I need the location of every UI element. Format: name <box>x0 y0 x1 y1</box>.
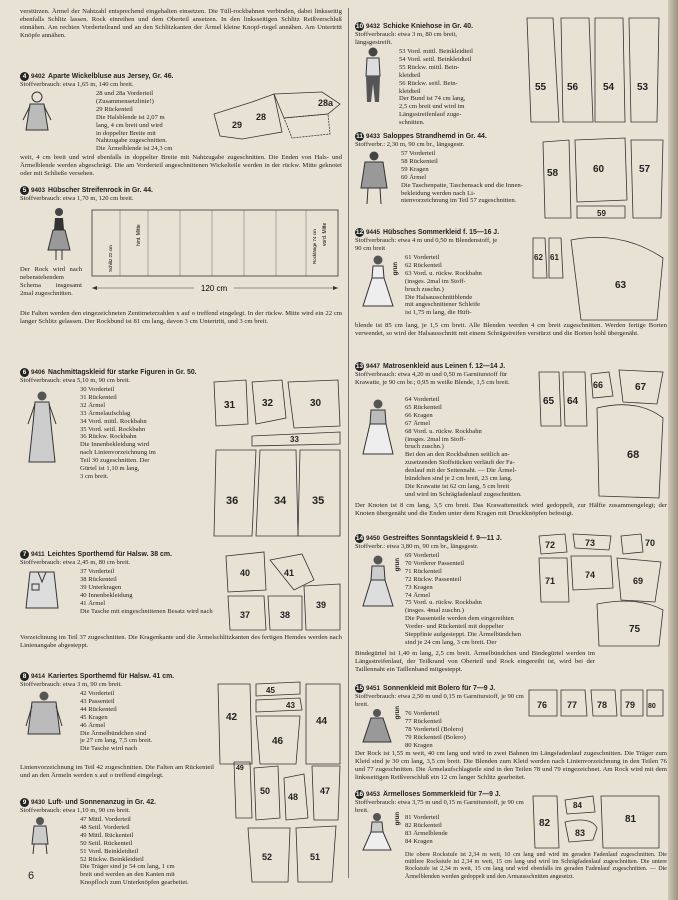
section-title: Gestreiftes Sonntagskleid f. 9—11 J. <box>383 535 502 542</box>
part-item: 79 Rückenteil (Bolero) <box>405 733 466 741</box>
piece-label: 31 <box>224 400 236 411</box>
part-item: 47 Mittl. Vorderteil <box>80 816 131 823</box>
section-14 <box>355 534 667 674</box>
section-title: Luft- und Sonnenanzug in Gr. 42. <box>48 799 156 806</box>
section-title: Aparte Wickelbluse aus Jersey, Gr. 46. <box>48 73 174 80</box>
piece-label: 45 <box>266 686 275 695</box>
part-item: 39 Unterkragen <box>80 583 122 591</box>
color-label: grün <box>395 558 401 572</box>
pattern-diagram <box>527 686 665 720</box>
part-item: 33 Ärmelaufschlag <box>80 409 131 417</box>
fabric-usage: Stoffverbrauch: etwa 2,50 m und 0,15 m Garniturstoff, je 90 cm breit. <box>355 693 524 708</box>
parts-list <box>399 48 505 127</box>
part-item: 64 Vorderteil <box>405 396 440 403</box>
parts-list <box>80 690 230 753</box>
part-item: 35 Vord. seitl. Rockbahn <box>80 425 146 433</box>
piece-label: 53 <box>637 82 649 93</box>
section-title: Kariertes Sporthemd für Halsw. 41 cm. <box>48 673 175 680</box>
section-number-badge: 7 <box>20 550 29 559</box>
piece-label: 84 <box>573 801 582 810</box>
section-number-badge: 8 <box>20 672 29 681</box>
piece-label: 51 <box>310 852 321 862</box>
piece-label: 71 <box>545 576 556 586</box>
part-item: 61 Vorderteil <box>405 254 440 261</box>
intro-paragraph: verstürzen. Ärmel der Nahtzahl entsprechend eingehalten einsetzen. Die Tüll-rockbahnen verbinden, dabei linksseitig ebenfalls Schlitz lassen. Rock einreihen und dem Oberteil ansetzen. In den linksseitigen Schlitz Reißverschluß einnähen. Am rechten Vorderteilrand und an den Schlitzkanten der Ärmel kleine Knopf-riegel annähen. Am Untertritt Knöpfe annähen. <box>20 8 342 40</box>
piece-label: 80 <box>648 703 656 710</box>
piece-label: 61 <box>550 253 559 262</box>
piece-label: 75 <box>629 624 641 635</box>
pattern-diagram <box>531 234 665 322</box>
part-item: 55 Rückw. mittl. Bein- <box>399 63 460 71</box>
color-label: grün <box>395 812 401 826</box>
piece-label: 38 <box>280 610 291 620</box>
part-item: 70 Vorderer Passenteil <box>405 559 465 567</box>
section-title: Nachmittagskleid für starke Figuren in Gr. 50. <box>48 369 197 376</box>
part-item: 81 Vorderteil <box>405 814 440 821</box>
section-5 <box>20 186 342 356</box>
piece-label: 43 <box>286 701 295 710</box>
piece-label: 44 <box>316 716 328 727</box>
part-item: Die Taschenpatte, Taschensack und die Innen- <box>401 181 523 189</box>
piece-label: 29 <box>232 120 243 130</box>
part-item: Knopfloch zum Unterknöpfen gearbeitet. <box>80 879 189 887</box>
right-column <box>355 8 667 888</box>
fashion-figure <box>361 254 395 310</box>
section-body: Linienvorzeichnung im Teil 42 zugeschnitten. Die Falten am Rückenteil und an den Ärmeln werden x auf o treffend eingelegt. <box>20 764 214 780</box>
pattern-code: 9432 <box>366 23 381 30</box>
left-column <box>20 8 342 888</box>
pattern-diagram <box>537 532 665 648</box>
part-item: Die Krawatte ist 62 cm lang, 5 cm breit <box>405 482 510 490</box>
fabric-usage: Stoffverbrauch: etwa 4,20 m und 0,50 m Garniturstoff für Krawatte, je 90 cm br.; 0,95 m weiße Blende, 1,5 cm breit. <box>355 371 510 386</box>
part-item: Die Passenteile werden dem eingereihten <box>405 615 514 623</box>
pattern-diagram <box>212 84 342 144</box>
fabric-usage: Stoffverbrauch: etwa 3 m, 90 cm breit. <box>20 681 123 688</box>
piece-label: 32 <box>262 398 274 409</box>
fashion-figure <box>361 554 395 612</box>
part-item: schnitten. <box>399 119 425 127</box>
section-12 <box>355 228 667 356</box>
part-item: breit und werden an den Kanten mit <box>80 871 175 879</box>
part-item: 2,5 cm breit und wird im <box>399 103 465 111</box>
piece-label: 79 <box>625 700 636 710</box>
piece-label: 82 <box>539 818 551 829</box>
parts-list <box>405 710 525 750</box>
part-item: nach Linienvorzeichnung im <box>80 449 156 457</box>
part-item: 40 Innenbekleidung <box>80 591 133 599</box>
pattern-code: 9430 <box>31 799 46 806</box>
section-title: Sonnenkleid mit Bolero für 7—9 J. <box>383 685 496 692</box>
pattern-code: 9450 <box>366 535 381 542</box>
part-item: Längsstreifenlauf zuge- <box>399 111 462 119</box>
section-title: Ärmelloses Sommerkleid für 7—9 J. <box>383 791 501 798</box>
pattern-code: 9433 <box>366 133 381 140</box>
pattern-diagram <box>537 368 665 500</box>
part-item: je 27 cm lang, 7,5 cm breit. <box>80 737 153 745</box>
piece-label: 64 <box>567 396 579 407</box>
pattern-code: 9447 <box>366 363 381 370</box>
piece-label: 65 <box>543 396 555 407</box>
piece-label: 37 <box>240 610 251 620</box>
section-title: Hübscher Streifenrock in Gr. 44. <box>48 187 153 194</box>
piece-label: 72 <box>545 540 556 550</box>
section-number-badge: 6 <box>20 368 29 377</box>
part-item: Der Bund ist 74 cm lang, <box>399 95 466 103</box>
section-4 <box>20 72 342 178</box>
fabric-usage: Stoffverbrauch: etwa 4 m und 0,50 m Blendenstoff, je 90 cm breit <box>355 237 498 252</box>
parts-list <box>80 386 210 481</box>
part-item: 49 Mittl. Rückenteil <box>80 831 134 839</box>
part-item: (insges. 2mal im Stoff- <box>405 435 466 443</box>
part-item: Die Innenbekleidung wird <box>80 441 150 449</box>
section-title: Hübsches Sommerkleid f. 15—16 J. <box>383 229 500 236</box>
piece-label: 56 <box>567 82 579 93</box>
rear-center-label: hint. Mitte <box>136 224 142 246</box>
parts-list <box>405 396 535 499</box>
part-item: nienvorzeichnung im Teil 57 zugeschnitten. <box>401 197 517 205</box>
part-item: Die Halsblende ist 2,07 m <box>96 113 165 121</box>
part-item: 80 Kragen <box>405 741 433 749</box>
section-10 <box>355 22 667 126</box>
piece-label: 67 <box>635 382 647 393</box>
slit-label: Schlitz 22 cm <box>108 245 113 272</box>
part-item: 29 Rückenteil <box>96 105 133 113</box>
piece-label: 69 <box>633 576 644 586</box>
part-item: 82 Rückenteil <box>405 821 442 829</box>
piece-label: 39 <box>316 600 327 610</box>
piece-label: 46 <box>272 736 284 747</box>
fashion-figure <box>361 398 395 458</box>
part-item: Steppfinie aufgesteppt. Die Ärmelbündchen <box>405 631 522 639</box>
part-item: 43 Passenteil <box>80 697 115 705</box>
part-item: Die Tasche wird nach <box>80 745 138 753</box>
piece-label: 58 <box>547 168 559 179</box>
piece-label: 62 <box>534 253 543 262</box>
fashion-figure <box>46 206 72 262</box>
part-item: (insges. 2mal im Stoff- <box>405 277 466 285</box>
piece-label: 57 <box>639 164 651 175</box>
piece-label: 74 <box>585 570 596 580</box>
piece-label: 54 <box>603 82 615 93</box>
part-item: 30 Vorderteil <box>80 386 115 393</box>
section-number-badge: 9 <box>20 798 29 807</box>
part-item: (Zusammensetzlinie!) <box>96 97 154 105</box>
part-item: (insges. 4mal zuschn.) <box>405 607 464 615</box>
section-number-badge: 14 <box>355 535 364 542</box>
piece-label: 28 <box>256 112 267 122</box>
part-item: 69 Vorderteil <box>405 552 440 559</box>
part-item: Gürtel ist 1,10 m lang, <box>80 465 140 473</box>
parts-list <box>405 254 525 317</box>
fabric-usage: Stoffverbrauch: etwa 5,10 m, 90 cm breit. <box>20 377 131 384</box>
fashion-figure <box>20 90 54 134</box>
piece-label: 70 <box>645 538 656 548</box>
section-header <box>20 368 342 377</box>
pattern-code: 9451 <box>366 685 381 692</box>
length-label: Rocklänge 74 cm <box>312 229 317 264</box>
pattern-code: 9445 <box>366 229 381 236</box>
fashion-figure <box>24 690 64 736</box>
fabric-usage: Stoffverbrauch: etwa 2,45 m, 80 cm breit. <box>20 559 131 566</box>
piece-label: 73 <box>585 538 596 548</box>
part-item: zusetzenden Stoffstücken verläuft der Fa- <box>405 459 515 467</box>
front-center-label: vord. Mitte <box>322 222 328 246</box>
pattern-code: 9453 <box>366 791 381 798</box>
piece-label: 81 <box>625 814 637 825</box>
part-item: 41 Ärmel <box>80 599 106 607</box>
part-item: 62 Rückenteil <box>405 261 442 269</box>
fabric-usage: Stoffverbrauch: etwa 3,75 m und 0,15 m Garniturstoff, je 90 cm breit. <box>355 799 524 814</box>
part-item: Bei den an den Rockbahnen seitlich an- <box>405 451 510 459</box>
fabric-usage: Stoffverbrauch: etwa 1,10 m, 90 cm breit. <box>20 807 131 814</box>
part-item: 46 Ärmel <box>80 721 106 729</box>
part-item: 44 Rückenteil <box>80 705 117 713</box>
pattern-code: 9403 <box>31 187 46 194</box>
pattern-code: 9406 <box>31 369 46 376</box>
part-item: ist 1,75 m lang, die Hüft- <box>405 309 472 317</box>
fashion-figure <box>24 390 60 468</box>
piece-label: 30 <box>310 398 322 409</box>
section-title: Saloppes Strandhemd in Gr. 44. <box>383 133 487 140</box>
piece-label: 35 <box>312 495 325 507</box>
section-number-badge: 10 <box>355 23 364 30</box>
piece-label: 47 <box>320 786 331 796</box>
part-item: 71 Rückenteil <box>405 567 442 575</box>
part-item: 51 Vord. Beinkleidteil <box>80 847 139 855</box>
part-item: 66 Kragen <box>405 411 433 419</box>
section-16 <box>355 790 667 890</box>
section-body: weit, 4 cm breit und wird ebenfalls in doppelter Breite mit Nahtzugabe zugeschnitten. Die Enden von Hals- und Ärmelblende werden abgeschrägt. Die am Vorderteil angeschnittenen Wickelteile werden in der rückw. Mitte geknotet oder mit Schließe versehen. <box>20 154 342 178</box>
part-item: 68 Vord. u. rückw. Rockbahn <box>405 427 482 435</box>
section-15 <box>355 684 667 784</box>
fabric-usage: Stoffverbr.: etwa 3,80 m, 90 cm br., längsgestr. <box>355 543 479 550</box>
fabric-usage: Stoffverbrauch: etwa 3 m, 80 cm breit, längsgestreift. <box>355 31 458 46</box>
section-body: Bindegürtel ist 1,40 m lang, 2,5 cm breit. Ärmelbündchen und Bindegürtel werden im Längsstreifenlauf, der Teilkrand von Oberteil und Rock eingereiht ist, wird bei der Taillennaht ein Taillenband mitgesteppt. <box>355 650 595 674</box>
section-body: Vorzeichnung im Teil 37 zugeschnitten. Die Kragenkante und die Ärmelschlitzkanten des fertigen Hemdes werden nach Linienangabe abgesteppt. <box>20 634 342 650</box>
part-item: 53 Vord. mittl. Beinkleidteil <box>399 48 473 55</box>
color-label: grün <box>393 262 399 276</box>
piece-label: 49 <box>236 765 244 772</box>
color-label: grün <box>395 706 401 720</box>
piece-label: 66 <box>593 380 604 390</box>
piece-label: 33 <box>290 435 299 444</box>
part-item: 38 Rückenteil <box>80 575 117 583</box>
part-item: 31 Rückenteil <box>80 393 117 401</box>
page-spine <box>668 0 678 900</box>
part-item: bruch zuschn.) <box>405 443 444 451</box>
part-item: 60 Ärmel <box>401 173 427 181</box>
fashion-figure <box>357 150 391 206</box>
page-number: 6 <box>28 870 35 882</box>
piece-label: 63 <box>615 280 627 291</box>
pattern-diagram <box>216 680 342 768</box>
part-item: 58 Rückenteil <box>401 157 438 165</box>
piece-label: 50 <box>260 786 271 796</box>
section-header <box>20 186 342 195</box>
part-item: Teil 30 zugeschnitten. Der <box>80 457 150 465</box>
pattern-diagram <box>232 758 342 884</box>
section-13 <box>355 362 667 532</box>
piece-label: 60 <box>593 164 605 175</box>
parts-list <box>96 90 206 153</box>
pattern-diagram <box>523 14 665 126</box>
piece-label: 34 <box>274 495 287 507</box>
section-title: Matrosenkleid aus Leinen f. 12—14 J. <box>383 363 506 370</box>
fabric-usage: Stoffverbrauch: etwa 1,70 m, 120 cm breit. <box>20 195 134 202</box>
part-item: 37 Vorderteil <box>80 568 115 575</box>
piece-label: 78 <box>597 700 608 710</box>
part-item: 74 Ärmel <box>405 591 431 599</box>
part-item: Die Träger sind je 54 cm lang, 1 cm <box>80 863 175 871</box>
section-body: Der Knoten ist 8 cm lang, 3,5 cm breit. Das Krawattenstück wird gedoppelt, zur Hälfte zusammengelegt; der Knoten übergenäht und die Enden unter dem Kragen mit Druckknöpfen befestigt. <box>355 502 667 518</box>
part-item: 78 Vorderteil (Bolero) <box>405 725 464 733</box>
section-6 <box>20 368 342 538</box>
part-item: 57 Vorderteil <box>401 150 436 157</box>
section-number-badge: 13 <box>355 363 364 370</box>
piece-label: 83 <box>575 828 586 838</box>
fashion-figure <box>24 568 60 610</box>
part-item: sind je 24 cm lang, 3 cm breit. Der <box>405 638 497 646</box>
part-item: bekleidung werden nach Li- <box>401 189 476 197</box>
pattern-diagram <box>224 550 342 632</box>
parts-list <box>405 814 525 846</box>
pattern-code: 9414 <box>31 673 46 680</box>
part-item: kleidteil <box>399 71 421 79</box>
fashion-figure <box>361 708 393 744</box>
part-item: 45 Kragen <box>80 713 108 721</box>
part-item: denlauf mit der Seitennaht. — Die Ärmel- <box>405 467 517 475</box>
piece-label: 77 <box>567 700 578 710</box>
part-item: 32 Ärmel <box>80 401 106 409</box>
piece-label: 68 <box>627 449 640 461</box>
section-body: Der Rock ist 1,55 m weit, 40 cm lang und wird in zwei Bahnen im Längsfadenlauf zugeschnitten. Die Träger zum Kleid sind je 30 cm lang, 3,5 cm breit. Die Blenden zum Kleid werden nach Linienvorzeichnung in den Teilen 76 und 77 zugeschnitten. Die Ärmelaufschlagteile sind in den Teilen 78 und 79 eingezeichnet. Am Rock wird mit dem linksseitigen Reißverschluß ein 12 cm langer Schlitz gearbeitet. <box>355 750 667 782</box>
pattern-code: 9402 <box>31 73 46 80</box>
parts-list <box>401 150 537 205</box>
part-item: 77 Rückenteil <box>405 717 442 725</box>
part-item: 50 Seitl. Rückenteil <box>80 839 133 847</box>
part-item: und wird im Schrägfadenlauf zugeschnitten. <box>405 490 522 498</box>
section-title: Schicke Kniehose in Gr. 40. <box>383 23 474 30</box>
part-item: Die Halsausschnittblende <box>405 293 473 301</box>
section-number-badge: 16 <box>355 791 364 798</box>
part-item: mit angeschnittener Schleife <box>405 301 481 309</box>
piece-label: 28a <box>318 98 334 108</box>
section-header <box>20 72 342 81</box>
piece-label: 76 <box>537 700 548 710</box>
piece-label: 41 <box>284 568 295 578</box>
part-item: 54 Vord. seitl. Beinkleidteil <box>399 55 472 63</box>
pattern-diagram <box>531 792 665 850</box>
section-number-badge: 4 <box>20 72 29 81</box>
part-item: 34 Vord. mittl. Rockbahn <box>80 417 147 425</box>
part-item: 36 Rückw. Rockbahn <box>80 433 137 441</box>
fabric-usage: Stoffverbr.: 2,30 m, 90 cm br., längsgestr. <box>355 141 465 148</box>
parts-list <box>80 568 230 615</box>
fashion-figure <box>357 46 389 116</box>
part-item: kleidteil <box>399 87 421 95</box>
part-item: Die Ärmelbündchen sind <box>80 729 147 737</box>
section-number-badge: 11 <box>356 133 363 140</box>
section-7 <box>20 550 342 662</box>
piece-label: 36 <box>226 495 239 507</box>
pattern-diagram <box>541 136 665 220</box>
part-item: 59 Kragen <box>401 165 429 173</box>
part-item: 3 cm breit. <box>80 472 109 480</box>
part-item: lang, 4 cm breit und wird <box>96 121 163 129</box>
part-item: 65 Rückenteil <box>405 403 442 411</box>
section-body: Die Falten werden den eingezeichneten Zentimeterzahlen x auf o treffend eingelegt. In der rückw. Mitte wird ein 22 cm langer Schlitz gelassen. Der Rockbund ist 81 cm lang, davon 3 cm Untertritt, und 3 cm breit. <box>20 310 342 326</box>
part-item: Vorder- und Rückenteil mit doppelter <box>405 623 504 631</box>
pattern-code: 9411 <box>31 551 45 558</box>
section-number-badge: 15 <box>355 685 364 692</box>
part-item: 56 Rückw. seitl. Bein- <box>399 79 458 87</box>
part-item: 48 Seitl. Vorderteil <box>80 823 130 831</box>
part-item: 67 Ärmel <box>405 419 431 427</box>
width-label: 120 cm <box>200 284 228 293</box>
section-number-badge: 12 <box>355 229 364 236</box>
piece-label: 52 <box>262 852 273 862</box>
part-item: 72 Rückw. Passenteil <box>405 575 462 583</box>
part-item: Die Tasche mit eingeschnittenen Besatz wird nach <box>80 607 213 615</box>
part-item: Die Ärmelblende ist 24,3 cm <box>96 145 173 153</box>
part-item: 52 Rückw. Beinkleidteil <box>80 855 144 863</box>
section-title: Leichtes Sporthemd für Halsw. 38 cm. <box>47 551 172 558</box>
skirt-schema-diagram <box>90 206 340 301</box>
parts-list <box>80 816 226 887</box>
cut-note: Der Rock wird nach nebenstehendem Schema insgesamt 2mal zugeschnitten. <box>20 266 82 297</box>
piece-label: 59 <box>597 209 606 218</box>
part-item: 28 und 28a Vorderteil <box>96 90 154 97</box>
part-item: 63 Vord. u. rückw. Rockbahn <box>405 269 482 277</box>
part-item: 73 Kragen <box>405 583 433 591</box>
part-item: 84 Kragen <box>405 837 433 845</box>
piece-label: 40 <box>240 568 251 578</box>
piece-label: 42 <box>226 712 238 723</box>
fashion-figure <box>24 816 56 856</box>
column-divider <box>348 8 349 878</box>
fabric-usage: Stoffverbrauch: etwa 1,65 m, 140 cm breit. <box>20 81 134 88</box>
fashion-figure <box>361 812 393 852</box>
part-item: 75 Vord. u. rückw. Rockbahn <box>405 599 482 607</box>
part-item: 83 Ärmelblende <box>405 829 448 837</box>
part-item: bündchen sind je 2 cm breit, 23 cm lang. <box>405 475 513 483</box>
part-item: 42 Vorderteil <box>80 690 115 697</box>
part-item: in doppelter Breite mit <box>96 129 156 137</box>
parts-list <box>405 552 535 647</box>
part-item: Nahtzugabe zugeschnitten. <box>96 137 168 145</box>
pattern-diagram <box>212 378 342 538</box>
section-11 <box>355 132 667 222</box>
piece-label: 48 <box>288 792 299 802</box>
section-number-badge: 5 <box>20 186 29 195</box>
section-body: blende ist 85 cm lang, je 1,5 cm breit. Alle Blenden werden 4 cm breit zugeschnitten. Werden fertige Borten verwendet, so wird der Halsausschnitt mit einem Schrägstreifen verstürzt und die Borten hohl übergenäht. <box>355 322 667 338</box>
piece-label: 55 <box>535 82 547 93</box>
part-item: 76 Vorderteil <box>405 710 440 717</box>
part-item: bruch zuschn.) <box>405 285 444 293</box>
section-body: Die obere Rockstufe ist 2,34 m weit, 10 cm lang und wird im geraden Fadenlauf zugeschnitten. Die mittlere Rockstufe ist 2,34 m weit, 15 cm lang und wird im Schrägfadenlauf zugeschnitten. Die untere Rockstufe ist 2,34 m weit, 15 cm lang und wird ebenfalls im geraden Fadenlauf zugeschnitten. — Die Ärmelblenden werden gedoppelt und den Armausschnitten angesetzt. <box>405 852 667 880</box>
